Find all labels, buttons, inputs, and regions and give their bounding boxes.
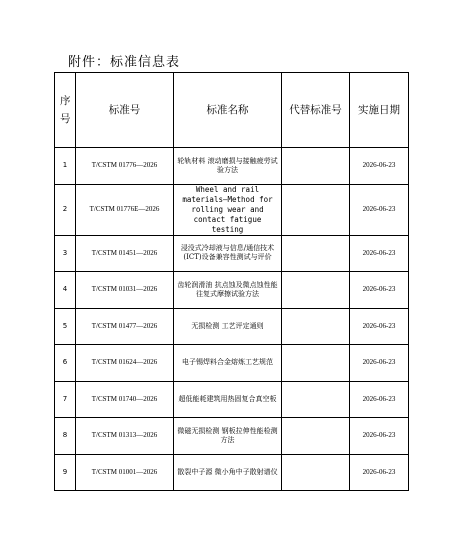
row-date: 2026-06-23	[350, 418, 409, 455]
table-row	[55, 308, 409, 345]
row-seq: 1	[55, 148, 76, 185]
table-row	[55, 148, 409, 185]
row-replaced	[282, 235, 350, 272]
row-date: 2026-06-23	[350, 454, 409, 491]
table-row	[55, 345, 409, 382]
row-date: 2026-06-23	[350, 235, 409, 272]
row-code: T/CSTM 01313—2026	[76, 418, 174, 455]
row-replaced	[282, 345, 350, 382]
header-date: 实施日期	[350, 73, 409, 148]
row-code: T/CSTM 01776—2026	[76, 148, 174, 185]
row-code: T/CSTM 01740—2026	[76, 381, 174, 418]
row-seq: 7	[55, 381, 76, 418]
row-name: 电子锡焊料合金熔炼工艺规范	[174, 345, 282, 382]
page-heading: 附件：标准信息表	[68, 55, 181, 70]
row-name: 轮轨材料 滚动磨损与接触疲劳试验方法	[174, 148, 282, 185]
table-row	[55, 381, 409, 418]
table-row	[55, 184, 409, 235]
row-name: 齿轮润滑油 抗点蚀及微点蚀性能 往复式摩擦试验方法	[174, 272, 282, 309]
row-seq: 6	[55, 345, 76, 382]
row-seq: 3	[55, 235, 76, 272]
row-replaced	[282, 272, 350, 309]
row-seq: 8	[55, 418, 76, 455]
table-row	[55, 272, 409, 309]
row-code: T/CSTM 01001—2026	[76, 454, 174, 491]
row-seq: 5	[55, 308, 76, 345]
row-name: Wheel and rail materials—Method for rolling wear and contact fatigue testing	[174, 184, 282, 235]
row-date: 2026-06-23	[350, 381, 409, 418]
row-replaced	[282, 381, 350, 418]
row-date: 2026-06-23	[350, 345, 409, 382]
table-header-row	[55, 73, 409, 148]
row-seq: 4	[55, 272, 76, 309]
header-seq: 序号	[55, 73, 76, 148]
row-date: 2026-06-23	[350, 308, 409, 345]
row-name: 散裂中子源 微小角中子散射谱仪	[174, 454, 282, 491]
row-code: T/CSTM 01451—2026	[76, 235, 174, 272]
header-replaced: 代替标准号	[282, 73, 350, 148]
row-code: T/CSTM 01031—2026	[76, 272, 174, 309]
row-name: 超低能耗建筑用热固复合真空板	[174, 381, 282, 418]
row-seq: 9	[55, 454, 76, 491]
row-code: T/CSTM 01776E—2026	[76, 184, 174, 235]
row-date: 2026-06-23	[350, 184, 409, 235]
table-row	[55, 454, 409, 491]
row-name: 微磁无损检测 钢板拉伸性能检测方法	[174, 418, 282, 455]
row-code: T/CSTM 01477—2026	[76, 308, 174, 345]
row-replaced	[282, 148, 350, 185]
header-name: 标准名称	[174, 73, 282, 148]
table-row	[55, 418, 409, 455]
row-date: 2026-06-23	[350, 148, 409, 185]
row-code: T/CSTM 01624—2026	[76, 345, 174, 382]
table-row	[55, 235, 409, 272]
header-code: 标准号	[76, 73, 174, 148]
row-date: 2026-06-23	[350, 272, 409, 309]
row-name: 无损检测 工艺评定通则	[174, 308, 282, 345]
row-replaced	[282, 454, 350, 491]
standard-info-table	[54, 72, 409, 491]
row-name: 浸没式冷却液与信息/通信技术(ICT)设备兼容性测试与评价	[174, 235, 282, 272]
row-seq: 2	[55, 184, 76, 235]
row-replaced	[282, 184, 350, 235]
row-replaced	[282, 418, 350, 455]
row-replaced	[282, 308, 350, 345]
